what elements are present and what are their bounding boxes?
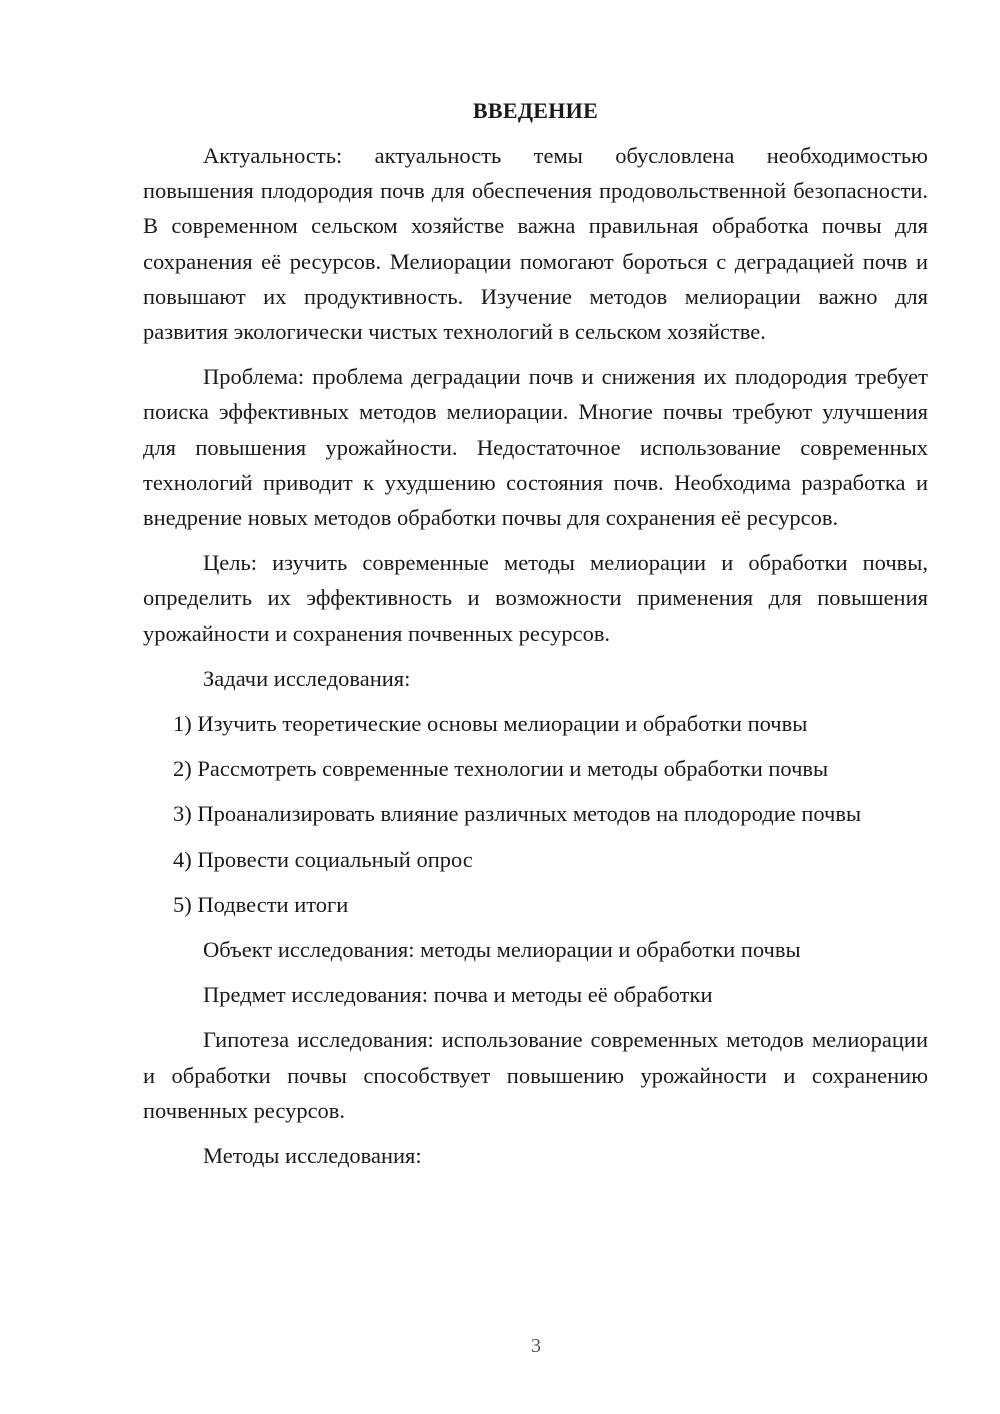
task-item: 3) Проанализировать влияние различных методов на плодородие почвы [173,801,862,827]
tasks-heading: Задачи исследования: [203,665,411,691]
page-number: 3 [531,1335,541,1357]
task-item: 4) Провести социальный опрос [173,846,473,872]
subject-paragraph: Предмет исследования: почва и методы её обработки [203,982,713,1008]
page-title: ВВЕДЕНИЕ [472,98,599,123]
task-item: 1) Изучить теоретические основы мелиорации и обработки почвы [173,711,808,737]
page-content [143,96,928,1183]
object-paragraph: Объект исследования: методы мелиорации и обработки почвы [203,937,801,963]
methods-heading: Методы исследования: [203,1143,422,1169]
problem-paragraph: Проблема: проблема деградации почв и снижения их плодородия требует поиска эффективных методов мелиорации. Многие почвы требуют улучшения для повышения урожайности. Недостаточное использование современных технологий приводит к ухудшению состояния почв. Необходима разработка и внедрение новых методов обработки почвы для сохранения её ресурсов. [143,364,928,531]
task-item: 2) Рассмотреть современные технологии и методы обработки почвы [173,756,829,782]
relevance-paragraph: Актуальность: актуальность темы обусловлена необходимостью повышения плодородия почв для обеспечения продовольственной безопасности. В современном сельском хозяйстве важна правильная обработка почвы для сохранения её ресурсов. Мелиорации помогают бороться с деградацией почв и повышают их продуктивность. Изучение методов мелиорации важно для развития экологически чистых технологий в сельском хозяйстве. [143,143,928,345]
goal-paragraph: Цель: изучить современные методы мелиорации и обработки почвы, определить их эффективность и возможности применения для повышения урожайности и сохранения почвенных ресурсов. [143,550,928,646]
task-item: 5) Подвести итоги [173,891,349,917]
hypothesis-paragraph: Гипотеза исследования: использование современных методов мелиорации и обработки почвы способствует повышению урожайности и сохранению почвенных ресурсов. [143,1027,928,1123]
